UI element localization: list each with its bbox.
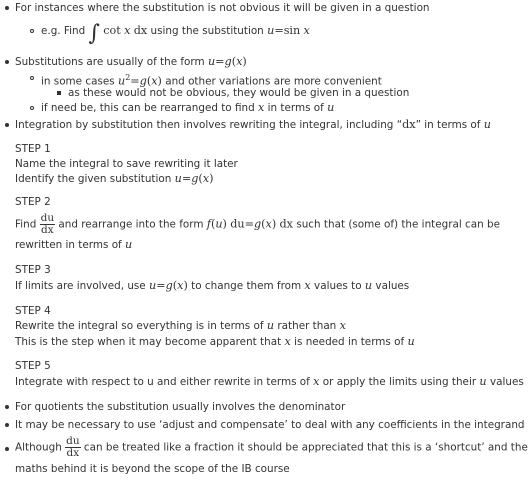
step-5-title: STEP 5 [15,360,51,372]
step-1-line-2: Identify the given substitution u=g(x) [15,172,214,185]
bullet-dot [5,123,9,127]
bullet-not-obvious: as these would not be obvious, they would be given in a question [68,87,410,99]
bullet-fraction-shortcut: Although $\frac{du}{dx}$ can be treated like a fraction it should be appreciated that this is a ‘shortcut’ and the [15,435,528,459]
bullet-rearranged: if need be, this can be rearranged to find x in terms of u [41,101,335,114]
step-2-line-2: rewritten in terms of u [15,238,133,251]
bullet-dot [5,447,9,451]
du-dx-fraction: $\frac{du}{dx}$ [40,212,55,236]
bullet-dot [5,6,9,10]
step-5-line-1: Integrate with respect to u and either rewrite in terms of x or apply the limits using their u values [15,375,524,388]
integral-symbol: ∫ [88,21,100,46]
bullet-quotients: For quotients the substitution usually involves the denominator [15,401,346,413]
step-4-title: STEP 4 [15,305,51,317]
step-4-line-1: Rewrite the integral so everything is in terms of u rather than x [15,319,346,332]
bullet-adjust-compensate: It may be necessary to use ‘adjust and compensate’ to deal with any coefficients in the integrand [15,419,525,431]
step-1-title: STEP 1 [15,143,51,155]
sub-sub-bullet-square [57,91,61,95]
bullet-dot [5,60,9,64]
sub-bullet-circle [30,29,34,33]
bullet-substitution-given: For instances where the substitution is not obvious it will be given in a question [15,2,430,14]
bullet-dot [5,405,9,409]
sub-bullet-circle [30,106,34,110]
example-line: e.g. Find ∫ cot x dx using the substitution u=sin x [41,21,310,46]
step-1-line-1: Name the integral to save rewriting it later [15,158,238,170]
bullet-dot [5,423,9,427]
step-2-title: STEP 2 [15,196,51,208]
bullet-substitution-form: Substitutions are usually of the form u=g(x) [15,55,247,68]
step-4-line-2: This is the step when it may become apparent that x is needed in terms of u [15,335,415,348]
sub-bullet-circle [30,76,34,80]
bullet-fraction-shortcut-line-2: maths behind it is beyond the scope of the IB course [15,463,290,475]
bullet-other-variations: in some cases $u^2=g(x)$ and other variations are more convenient [41,73,382,88]
bullet-integration-by-substitution: Integration by substitution then involves rewriting the integral, including “dx” in terms of u [15,118,491,131]
step-3-title: STEP 3 [15,264,51,276]
du-dx-fraction: $\frac{du}{dx}$ [66,435,80,459]
step-2-line-1: Find $\frac{du}{dx}$ and rearrange into the form f(u) du=g(x) dx such that (some of) the integral can be [15,212,501,236]
step-3-line-1: If limits are involved, use u=g(x) to change them from x values to u values [15,279,410,292]
